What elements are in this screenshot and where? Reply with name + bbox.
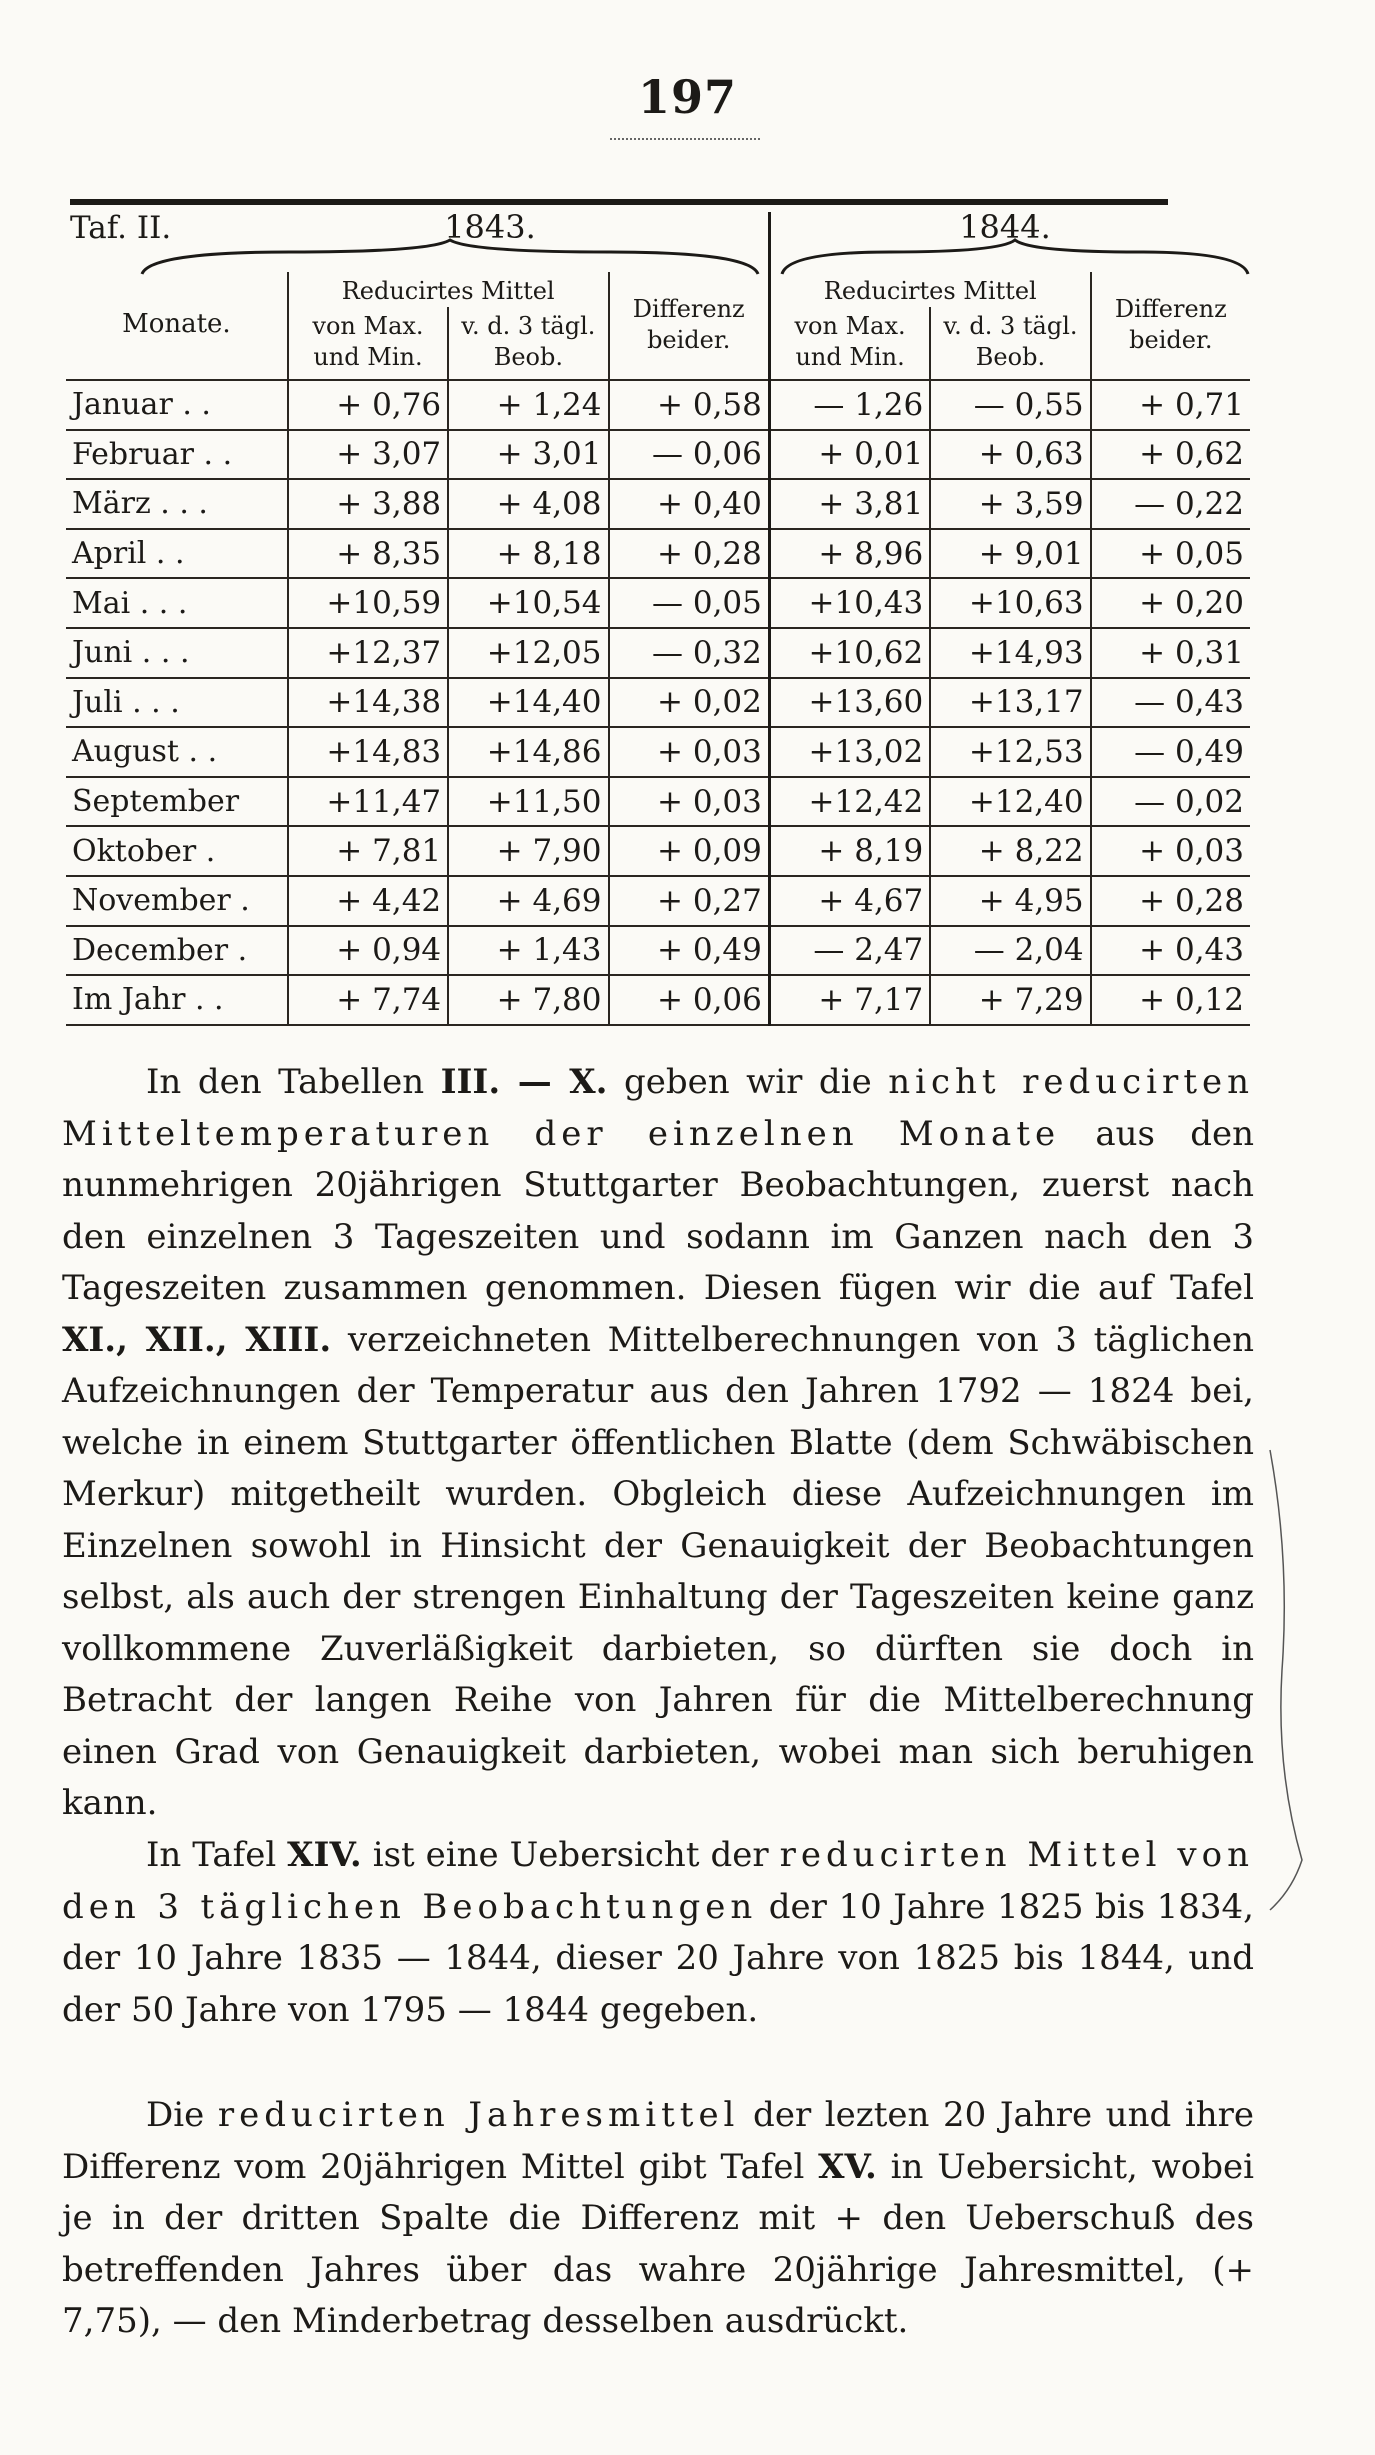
value-1844-max-min: +12,42 bbox=[769, 777, 930, 827]
header-reduced-mean-1843: Reducirtes Mittel bbox=[288, 272, 609, 307]
value-1843-max-min: +14,83 bbox=[288, 727, 448, 777]
month-cell: Juli . . . bbox=[66, 678, 288, 728]
table-row bbox=[66, 727, 1250, 777]
value-1844-max-min: +10,43 bbox=[769, 578, 930, 628]
table-row bbox=[66, 628, 1250, 678]
text-segment: der lezten 20 Jahre und ihre Differenz vom 20jährigen Mittel gibt Tafel bbox=[62, 2095, 1255, 2187]
table-row bbox=[66, 678, 1250, 728]
table-label: Taf. II. bbox=[70, 210, 172, 246]
value-1843-3-obs: + 4,69 bbox=[448, 876, 608, 926]
table-row bbox=[66, 876, 1250, 926]
table-row bbox=[66, 975, 1250, 1025]
value-1843-difference: + 0,03 bbox=[609, 727, 770, 777]
value-1844-difference: + 0,12 bbox=[1091, 975, 1250, 1025]
value-1844-difference: + 0,28 bbox=[1091, 876, 1250, 926]
page-number-rule bbox=[610, 138, 760, 140]
value-1844-difference: + 0,71 bbox=[1091, 380, 1250, 430]
table-row bbox=[66, 826, 1250, 876]
value-1844-3-obs: + 7,29 bbox=[930, 975, 1090, 1025]
value-1844-3-obs: +13,17 bbox=[930, 678, 1090, 728]
paragraph-1-text bbox=[62, 1057, 1254, 1830]
value-1844-difference: + 0,62 bbox=[1091, 430, 1250, 480]
paragraph-1 bbox=[62, 1057, 1254, 1830]
table-row bbox=[66, 578, 1250, 628]
value-1844-difference: + 0,43 bbox=[1091, 926, 1250, 976]
value-1844-3-obs: — 0,55 bbox=[930, 380, 1090, 430]
table-row bbox=[66, 777, 1250, 827]
value-1843-3-obs: + 7,80 bbox=[448, 975, 608, 1025]
value-1844-3-obs: + 4,95 bbox=[930, 876, 1090, 926]
header-3-obs-1844: v. d. 3 tägl. Beob. bbox=[930, 307, 1090, 380]
value-1843-max-min: + 3,88 bbox=[288, 479, 448, 529]
value-1843-difference: — 0,05 bbox=[609, 578, 770, 628]
month-cell: August . . bbox=[66, 727, 288, 777]
header-reduced-mean-1844: Reducirtes Mittel bbox=[769, 272, 1090, 307]
table-row bbox=[66, 529, 1250, 579]
paragraph-3 bbox=[62, 2090, 1254, 2348]
value-1843-max-min: +12,37 bbox=[288, 628, 448, 678]
page-number: 197 bbox=[637, 70, 738, 124]
text-segment: aus den nunmehrigen 20jährigen Stuttgarter Beobachtungen, zuerst nach den einzelnen 3 Tageszeiten und sodann im Ganzen nach den 3 Tageszeiten zusammen genommen. Diesen fügen wir die auf Tafel bbox=[62, 1113, 1254, 1308]
value-1844-difference: + 0,31 bbox=[1091, 628, 1250, 678]
value-1843-max-min: + 7,81 bbox=[288, 826, 448, 876]
text-segment: III. — X. bbox=[440, 1062, 608, 1102]
value-1844-difference: + 0,05 bbox=[1091, 529, 1250, 579]
value-1843-max-min: + 7,74 bbox=[288, 975, 448, 1025]
text-segment: nicht reducirten Mitteltemperaturen der einzelnen Monate bbox=[62, 1062, 1254, 1154]
value-1844-difference: — 0,43 bbox=[1091, 678, 1250, 728]
value-1844-3-obs: + 9,01 bbox=[930, 529, 1090, 579]
value-1844-difference: — 0,49 bbox=[1091, 727, 1250, 777]
value-1844-max-min: +10,62 bbox=[769, 628, 930, 678]
value-1843-max-min: + 8,35 bbox=[288, 529, 448, 579]
value-1844-difference: + 0,03 bbox=[1091, 826, 1250, 876]
text-segment: geben wir die bbox=[607, 1062, 889, 1102]
value-1843-difference: + 0,28 bbox=[609, 529, 770, 579]
table-row bbox=[66, 430, 1250, 480]
value-1843-difference: + 0,03 bbox=[609, 777, 770, 827]
year-heading-1843: 1843. bbox=[444, 208, 536, 246]
value-1844-3-obs: +12,53 bbox=[930, 727, 1090, 777]
header-difference-1844: Differenz beider. bbox=[1091, 272, 1250, 380]
text-segment: reducirten Mittel von den 3 täglichen Beobachtungen bbox=[62, 1835, 1254, 1927]
value-1844-3-obs: +14,93 bbox=[930, 628, 1090, 678]
value-1844-max-min: +13,60 bbox=[769, 678, 930, 728]
value-1843-3-obs: + 4,08 bbox=[448, 479, 608, 529]
text-segment: In den Tabellen bbox=[146, 1062, 441, 1102]
value-1843-difference: + 0,09 bbox=[609, 826, 770, 876]
month-cell: Im Jahr . . bbox=[66, 975, 288, 1025]
value-1843-difference: + 0,02 bbox=[609, 678, 770, 728]
value-1843-3-obs: + 3,01 bbox=[448, 430, 608, 480]
month-cell: Juni . . . bbox=[66, 628, 288, 678]
value-1844-3-obs: +10,63 bbox=[930, 578, 1090, 628]
month-cell: Februar . . bbox=[66, 430, 288, 480]
value-1844-3-obs: + 3,59 bbox=[930, 479, 1090, 529]
table-row bbox=[66, 380, 1250, 430]
text-segment: in Uebersicht, wobei je in der dritten Spalte die Differenz mit + den Ueberschuß des betreffenden Jahres über das wahre 20jährige Jahresmittel, (+ 7,75), — den Minderbetrag desselben ausdrückt. bbox=[62, 2146, 1254, 2341]
value-1843-3-obs: +10,54 bbox=[448, 578, 608, 628]
month-cell: März . . . bbox=[66, 479, 288, 529]
value-1843-difference: + 0,49 bbox=[609, 926, 770, 976]
value-1843-3-obs: +11,50 bbox=[448, 777, 608, 827]
header-3-obs-1843: v. d. 3 tägl. Beob. bbox=[448, 307, 608, 380]
header-max-min-1844: von Max. und Min. bbox=[769, 307, 930, 380]
paragraph-3-text bbox=[62, 2090, 1254, 2348]
value-1844-3-obs: + 8,22 bbox=[930, 826, 1090, 876]
month-cell: April . . bbox=[66, 529, 288, 579]
text-segment: XV. bbox=[818, 2146, 877, 2187]
temperature-table bbox=[66, 272, 1250, 1026]
month-cell: November . bbox=[66, 876, 288, 926]
value-1844-max-min: + 7,17 bbox=[769, 975, 930, 1025]
month-cell: Mai . . . bbox=[66, 578, 288, 628]
value-1843-max-min: + 0,94 bbox=[288, 926, 448, 976]
value-1843-difference: — 0,06 bbox=[609, 430, 770, 480]
month-cell: September bbox=[66, 777, 288, 827]
value-1843-max-min: +14,38 bbox=[288, 678, 448, 728]
table-row bbox=[66, 479, 1250, 529]
value-1843-max-min: +10,59 bbox=[288, 578, 448, 628]
text-segment: der 10 Jahre 1825 bis 1834, der 10 Jahre 1835 — 1844, dieser 20 Jahre von 1825 bis 1844, und der 50 Jahre von 1795 — 1844 gegeben. bbox=[62, 1886, 1254, 2030]
value-1843-max-min: + 4,42 bbox=[288, 876, 448, 926]
value-1843-max-min: + 3,07 bbox=[288, 430, 448, 480]
text-segment: In Tafel bbox=[146, 1835, 288, 1875]
value-1844-max-min: + 3,81 bbox=[769, 479, 930, 529]
value-1843-3-obs: +14,86 bbox=[448, 727, 608, 777]
value-1843-3-obs: + 1,43 bbox=[448, 926, 608, 976]
year-heading-1844: 1844. bbox=[959, 208, 1051, 246]
value-1844-max-min: — 1,26 bbox=[769, 380, 930, 430]
text-segment: verzeichneten Mittelberechnungen von 3 täglichen Aufzeichnungen der Temperatur aus den Jahren 1792 — 1824 bei, welche in einem Stuttgarter öffentlichen Blatte (dem Schwäbischen Merkur) mitgetheilt wurden. Obgleich diese Aufzeichnungen im Einzelnen sowohl in Hinsicht der Genauigkeit der Beobachtungen selbst, als auch der strengen Einhaltung der Tageszeiten keine ganz vollkommene Zuverläßigkeit darbieten, so dürften sie doch in Betracht der langen Reihe von Jahren für die Mittelberechnung einen Grad von Genauigkeit darbieten, wobei man sich beruhigen kann. bbox=[62, 1319, 1254, 1823]
month-cell: December . bbox=[66, 926, 288, 976]
value-1844-max-min: +13,02 bbox=[769, 727, 930, 777]
value-1844-3-obs: +12,40 bbox=[930, 777, 1090, 827]
header-max-min-1843: von Max. und Min. bbox=[288, 307, 448, 380]
value-1843-3-obs: +14,40 bbox=[448, 678, 608, 728]
value-1844-difference: — 0,22 bbox=[1091, 479, 1250, 529]
table-header-row bbox=[66, 272, 1250, 307]
value-1843-difference: + 0,27 bbox=[609, 876, 770, 926]
value-1843-difference: + 0,06 bbox=[609, 975, 770, 1025]
value-1843-3-obs: + 7,90 bbox=[448, 826, 608, 876]
text-segment: ist eine Uebersicht der bbox=[361, 1835, 780, 1875]
text-segment: XI., XII., XIII. bbox=[62, 1319, 332, 1360]
value-1844-max-min: + 8,19 bbox=[769, 826, 930, 876]
value-1844-max-min: + 0,01 bbox=[769, 430, 930, 480]
paragraph-2-text bbox=[62, 1830, 1254, 2036]
value-1844-3-obs: — 2,04 bbox=[930, 926, 1090, 976]
value-1843-difference: + 0,58 bbox=[609, 380, 770, 430]
value-1843-3-obs: +12,05 bbox=[448, 628, 608, 678]
value-1844-difference: + 0,20 bbox=[1091, 578, 1250, 628]
value-1844-max-min: + 8,96 bbox=[769, 529, 930, 579]
value-1843-max-min: + 0,76 bbox=[288, 380, 448, 430]
text-segment: XIV. bbox=[287, 1835, 362, 1875]
value-1844-max-min: — 2,47 bbox=[769, 926, 930, 976]
value-1844-3-obs: + 0,63 bbox=[930, 430, 1090, 480]
header-month: Monate. bbox=[66, 272, 288, 380]
header-difference-1843: Differenz beider. bbox=[609, 272, 770, 380]
paragraph-2 bbox=[62, 1830, 1254, 2036]
month-cell: Oktober . bbox=[66, 826, 288, 876]
month-cell: Januar . . bbox=[66, 380, 288, 430]
table-top-rule bbox=[70, 199, 1168, 205]
value-1843-3-obs: + 1,24 bbox=[448, 380, 608, 430]
text-segment: Die bbox=[146, 2095, 218, 2135]
value-1844-max-min: + 4,67 bbox=[769, 876, 930, 926]
table-row bbox=[66, 926, 1250, 976]
text-segment: reducirten Jahresmittel bbox=[217, 2095, 740, 2135]
value-1843-max-min: +11,47 bbox=[288, 777, 448, 827]
value-1844-difference: — 0,02 bbox=[1091, 777, 1250, 827]
value-1843-3-obs: + 8,18 bbox=[448, 529, 608, 579]
value-1843-difference: + 0,40 bbox=[609, 479, 770, 529]
value-1843-difference: — 0,32 bbox=[609, 628, 770, 678]
margin-pencil-mark bbox=[1262, 1440, 1322, 1920]
